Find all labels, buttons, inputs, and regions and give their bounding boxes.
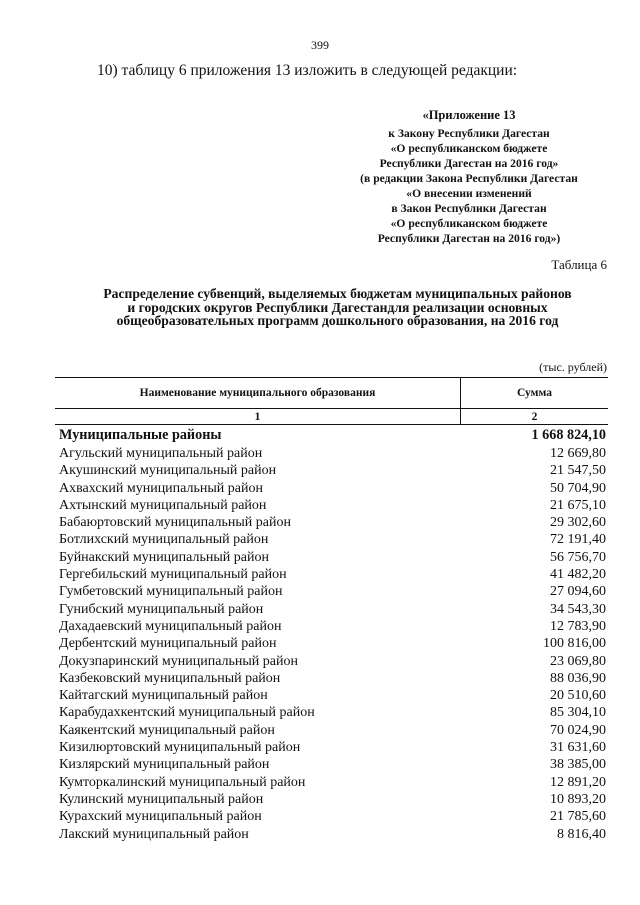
district-name: Гумбетовский муниципальный район [59, 584, 283, 600]
document-title [60, 287, 615, 328]
district-name: Лакский муниципальный район [59, 826, 249, 842]
table-row [55, 618, 608, 635]
table-row [55, 566, 608, 583]
district-name: Буйнакский муниципальный район [59, 549, 269, 565]
table-row [55, 808, 608, 825]
total-row [55, 426, 608, 445]
table-row [55, 514, 608, 531]
district-amount: 41 482,20 [550, 567, 606, 583]
district-name: Акушинский муниципальный район [59, 463, 277, 479]
district-name: Каякентский муниципальный район [59, 722, 275, 738]
appendix-line: к Закону Республики Дагестан [388, 127, 550, 140]
district-name: Гергебильский муниципальный район [59, 567, 287, 583]
district-amount: 23 069,80 [550, 653, 606, 669]
district-amount: 29 302,60 [550, 515, 606, 531]
district-name: Агульский муниципальный район [59, 446, 263, 461]
district-amount: 21 547,50 [550, 463, 606, 479]
title-line: Распределение субвенций, выделяемых бюджетам муниципальных районов [103, 286, 572, 301]
title-line: общеобразовательных программ дошкольного образования, на 2016 год [116, 313, 559, 328]
table-label: Таблица 6 [551, 257, 607, 272]
district-amount: 12 669,80 [550, 446, 606, 461]
district-amount: 27 094,60 [550, 584, 606, 600]
table-header [55, 377, 608, 425]
appendix-line: Республики Дагестан на 2016 год» [379, 157, 559, 170]
district-amount: 56 756,70 [550, 549, 606, 565]
appendix-line: «О внесении изменений [406, 187, 532, 200]
title-line: и городских округов Республики Дагестандля реализации основных [127, 299, 548, 315]
page-number: 399 [311, 38, 329, 52]
appendix-line: «О республиканском бюджете [390, 217, 548, 230]
district-name: Ахтынский муниципальный район [59, 497, 267, 513]
district-amount: 85 304,10 [550, 705, 606, 721]
table-row [55, 826, 608, 843]
district-amount: 34 543,30 [550, 601, 606, 617]
table-row [55, 462, 608, 479]
total-name: Муниципальные районы [59, 427, 222, 443]
table-row [55, 739, 608, 756]
table-row [55, 704, 608, 721]
table-row [55, 583, 608, 600]
table-body [55, 426, 608, 843]
district-amount: 10 893,20 [550, 791, 606, 807]
column-number-name: 1 [55, 409, 461, 425]
total-amount: 1 668 824,10 [531, 427, 606, 443]
appendix-line: в Закон Республики Дагестан [391, 202, 547, 215]
table-row [55, 687, 608, 704]
district-name: Гунибский муниципальный район [59, 601, 264, 617]
table-row [55, 791, 608, 808]
district-name: Бабаюртовский муниципальный район [59, 515, 291, 531]
table-row [55, 774, 608, 791]
district-amount: 72 191,40 [550, 532, 606, 548]
table-row [55, 531, 608, 548]
table-row [55, 653, 608, 670]
district-name: Ахвахский муниципальный район [59, 480, 263, 496]
district-name: Кумторкалинский муниципальный район [59, 774, 306, 790]
district-name: Ботлихский муниципальный район [59, 532, 269, 548]
table-row [55, 601, 608, 618]
table-row [55, 445, 608, 462]
table-row [55, 670, 608, 687]
district-amount: 50 704,90 [550, 480, 606, 496]
intro-text: 10) таблицу 6 приложения 13 изложить в следующей редакции: [97, 62, 518, 79]
district-name: Кизилюртовский муниципальный район [59, 740, 301, 756]
appendix-line: (в редакции Закона Республики Дагестан [360, 172, 578, 185]
district-amount: 20 510,60 [550, 688, 606, 704]
column-header-sum: Сумма [461, 378, 609, 409]
district-name: Дахадаевский муниципальный район [59, 618, 282, 634]
table-row [55, 549, 608, 566]
table-row [55, 497, 608, 514]
district-amount: 12 891,20 [550, 774, 606, 790]
district-amount: 21 675,10 [550, 497, 606, 513]
district-name: Докузпаринский муниципальный район [59, 653, 298, 669]
appendix-header [330, 108, 608, 246]
district-amount: 38 385,00 [550, 757, 606, 773]
table-row [55, 722, 608, 739]
district-name: Кайтагский муниципальный район [59, 688, 268, 704]
units-note: (тыс. рублей) [539, 360, 607, 374]
appendix-line: Республики Дагестан на 2016 год») [377, 232, 561, 245]
district-name: Кулинский муниципальный район [59, 791, 264, 807]
district-name: Кизлярский муниципальный район [59, 757, 270, 773]
column-number-sum: 2 [461, 409, 609, 425]
table-row [55, 635, 608, 652]
district-name: Дербентский муниципальный район [59, 636, 277, 652]
district-name: Казбековский муниципальный район [59, 670, 281, 686]
district-amount: 31 631,60 [550, 740, 606, 756]
district-amount: 12 783,90 [550, 618, 606, 634]
table-row [55, 756, 608, 773]
district-name: Курахский муниципальный район [59, 809, 262, 825]
appendix-line: «О республиканском бюджете [390, 142, 548, 155]
district-name: Карабудахкентский муниципальный район [59, 705, 315, 721]
district-amount: 21 785,60 [550, 809, 606, 825]
table-row [55, 480, 608, 497]
district-amount: 100 816,00 [543, 636, 606, 652]
appendix-title: «Приложение 13 [422, 108, 516, 122]
column-header-name: Наименование муниципального образования [55, 378, 461, 409]
district-amount: 88 036,90 [550, 670, 606, 686]
district-amount: 70 024,90 [550, 722, 606, 738]
district-amount: 8 816,40 [557, 826, 606, 842]
